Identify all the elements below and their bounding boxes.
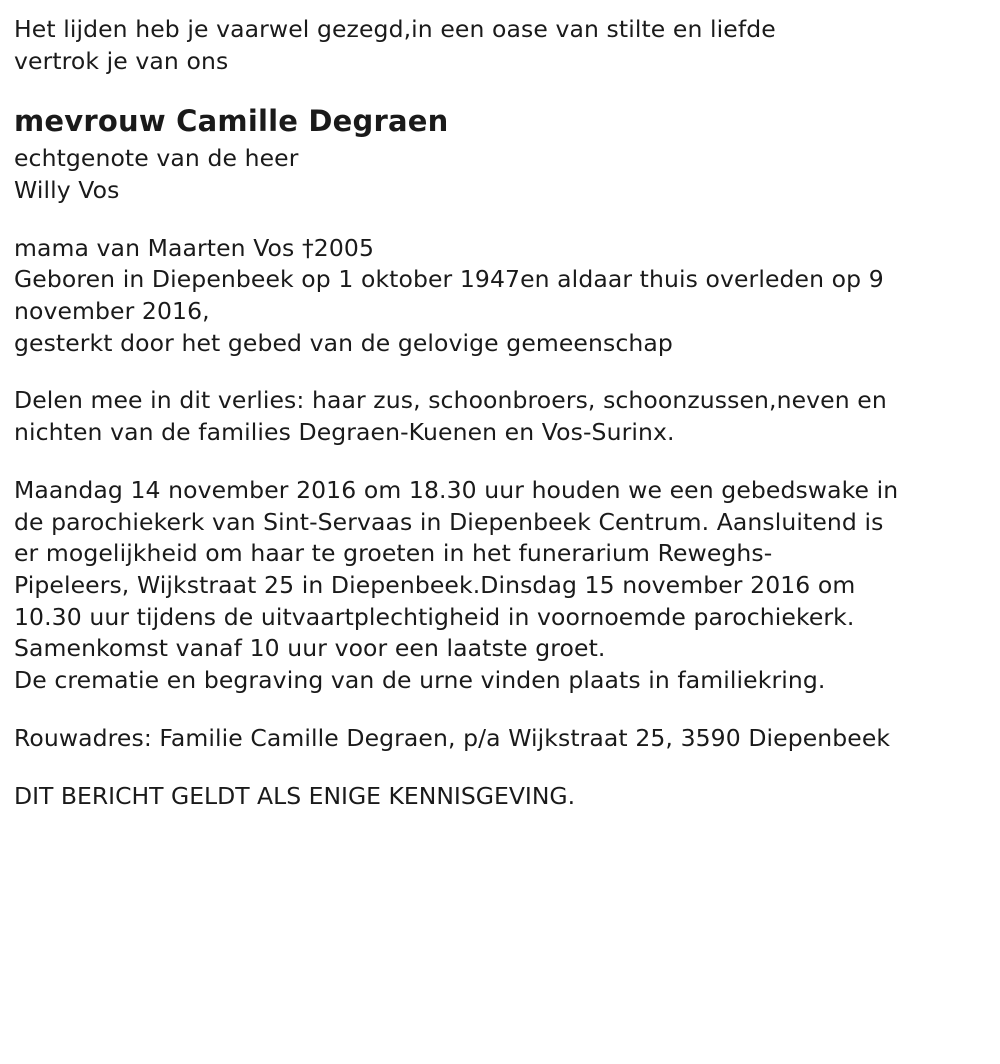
service-line-3: er mogelijkheid om haar te groeten in het funerarium Reweghs- [14,539,773,568]
service-line-7: De crematie en begraving van de urne vinden plaats in familiekring. [14,666,826,695]
spouse-label: echtgenote van de heer [14,144,299,173]
intro-paragraph [14,14,986,77]
mourners-line-1: Delen mee in dit verlies: haar zus, schoonbroers, schoonzussen,neven en [14,386,887,415]
footer-notice-block [14,781,986,813]
mourning-address-block [14,723,986,755]
child-line: mama van Maarten Vos †2005 [14,233,374,262]
spacer-after-intro [14,77,986,103]
deceased-block [14,103,986,206]
service-line-2: de parochiekerk van Sint-Servaas in Diepenbeek Centrum. Aansluitend is [14,507,884,536]
birth-death-line-1: Geboren in Diepenbeek op 1 oktober 1947en aldaar thuis overleden op 9 [14,265,884,294]
birth-death-line-2: november 2016, [14,297,210,325]
spacer-after-address [14,755,986,781]
mourners-block [14,385,986,448]
family-block [14,233,986,360]
intro-line-2: vertrok je van ons [14,46,229,75]
deceased-name: mevrouw Camille Degraen [14,104,449,139]
mourners-line-2: nichten van de families Degraen-Kuenen en Vos-Surinx. [14,418,675,447]
service-block [14,475,986,697]
mourning-address-line: Rouwadres: Familie Camille Degraen, p/a Wijkstraat 25, 3590 Diepenbeek [14,723,891,752]
spacer-after-family [14,359,986,385]
intro-line-1: Het lijden heb je vaarwel gezegd,in een oase van stilte en liefde [14,15,776,43]
spouse-name: Willy Vos [14,175,120,204]
service-line-4: Pipeleers, Wijkstraat 25 in Diepenbeek.Dinsdag 15 november 2016 om [14,571,856,600]
footer-notice: DIT BERICHT GELDT ALS ENIGE KENNISGEVING. [14,781,576,810]
service-line-6: Samenkomst vanaf 10 uur voor een laatste groet. [14,634,606,663]
spacer-after-service [14,697,986,723]
sacrament-line: gesterkt door het gebed van de gelovige gemeenschap [14,328,673,357]
service-line-1: Maandag 14 november 2016 om 18.30 uur houden we een gebedswake in [14,475,899,504]
spacer-after-deceased [14,207,986,233]
spacer-after-mourners [14,449,986,475]
service-line-5: 10.30 uur tijdens de uitvaartplechtigheid in voornoemde parochiekerk. [14,602,855,631]
